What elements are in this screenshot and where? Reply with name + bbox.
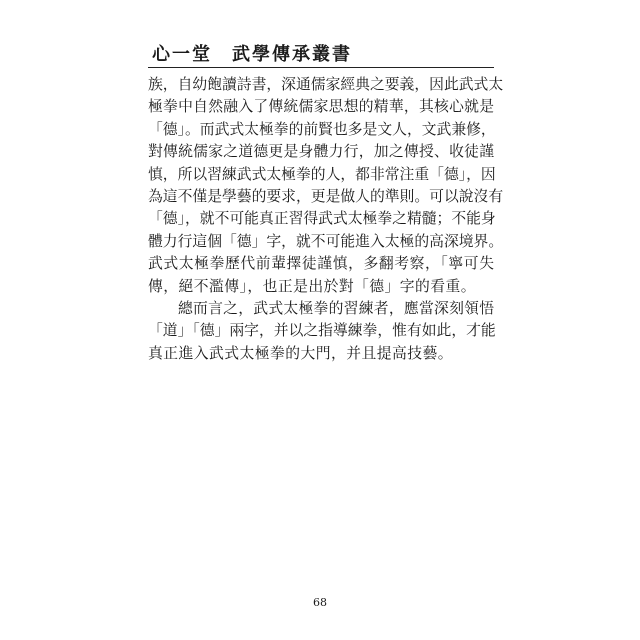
paragraph-1 xyxy=(148,74,504,298)
text-line: 「德」，就不可能真正習得武式太極拳之精髓；不能身 xyxy=(148,210,496,228)
text-line: 「德」。而武式太極拳的前賢也多是文人，文武兼修， xyxy=(148,120,496,138)
text-line: 總而言之，武式太極拳的習練者，應當深刻領悟 xyxy=(178,299,494,317)
body-text xyxy=(148,74,504,365)
paragraph-2 xyxy=(148,298,494,365)
text-line: 傳，絕不濫傳」，也正是出於對「德」字的看重。 xyxy=(148,277,477,295)
series-title: 心一堂 武學傳承叢書 xyxy=(152,44,352,65)
text-line: 武式太極拳歷代前輩擇徒謹慎，多翻考察，「寧可失 xyxy=(148,255,494,273)
text-line: 「道」「德」兩字，并以之指導練拳，惟有如此，才能 xyxy=(148,322,496,340)
text-line: 對傳統儒家之道德更是身體力行，加之傳授、收徒謹 xyxy=(148,143,494,161)
page-number: 68 xyxy=(313,596,327,609)
text-line: 慎，所以習練武式太極拳的人，都非常注重「德」，因 xyxy=(148,165,496,183)
text-line: 體力行這個「德」字，就不可能進入太極的高深境界。 xyxy=(148,232,504,250)
text-line: 族，自幼飽讀詩書，深通儒家經典之要義，因此武式太 xyxy=(148,76,504,93)
text-line: 極拳中自然融入了傳統儒家思想的精華，其核心就是 xyxy=(148,98,494,116)
text-line: 為這不僅是學藝的要求，更是做人的準則。可以說沒有 xyxy=(148,187,504,205)
text-line: 真正進入武式太極拳的大門，并且提高技藝。 xyxy=(148,344,453,362)
running-header xyxy=(148,38,494,68)
